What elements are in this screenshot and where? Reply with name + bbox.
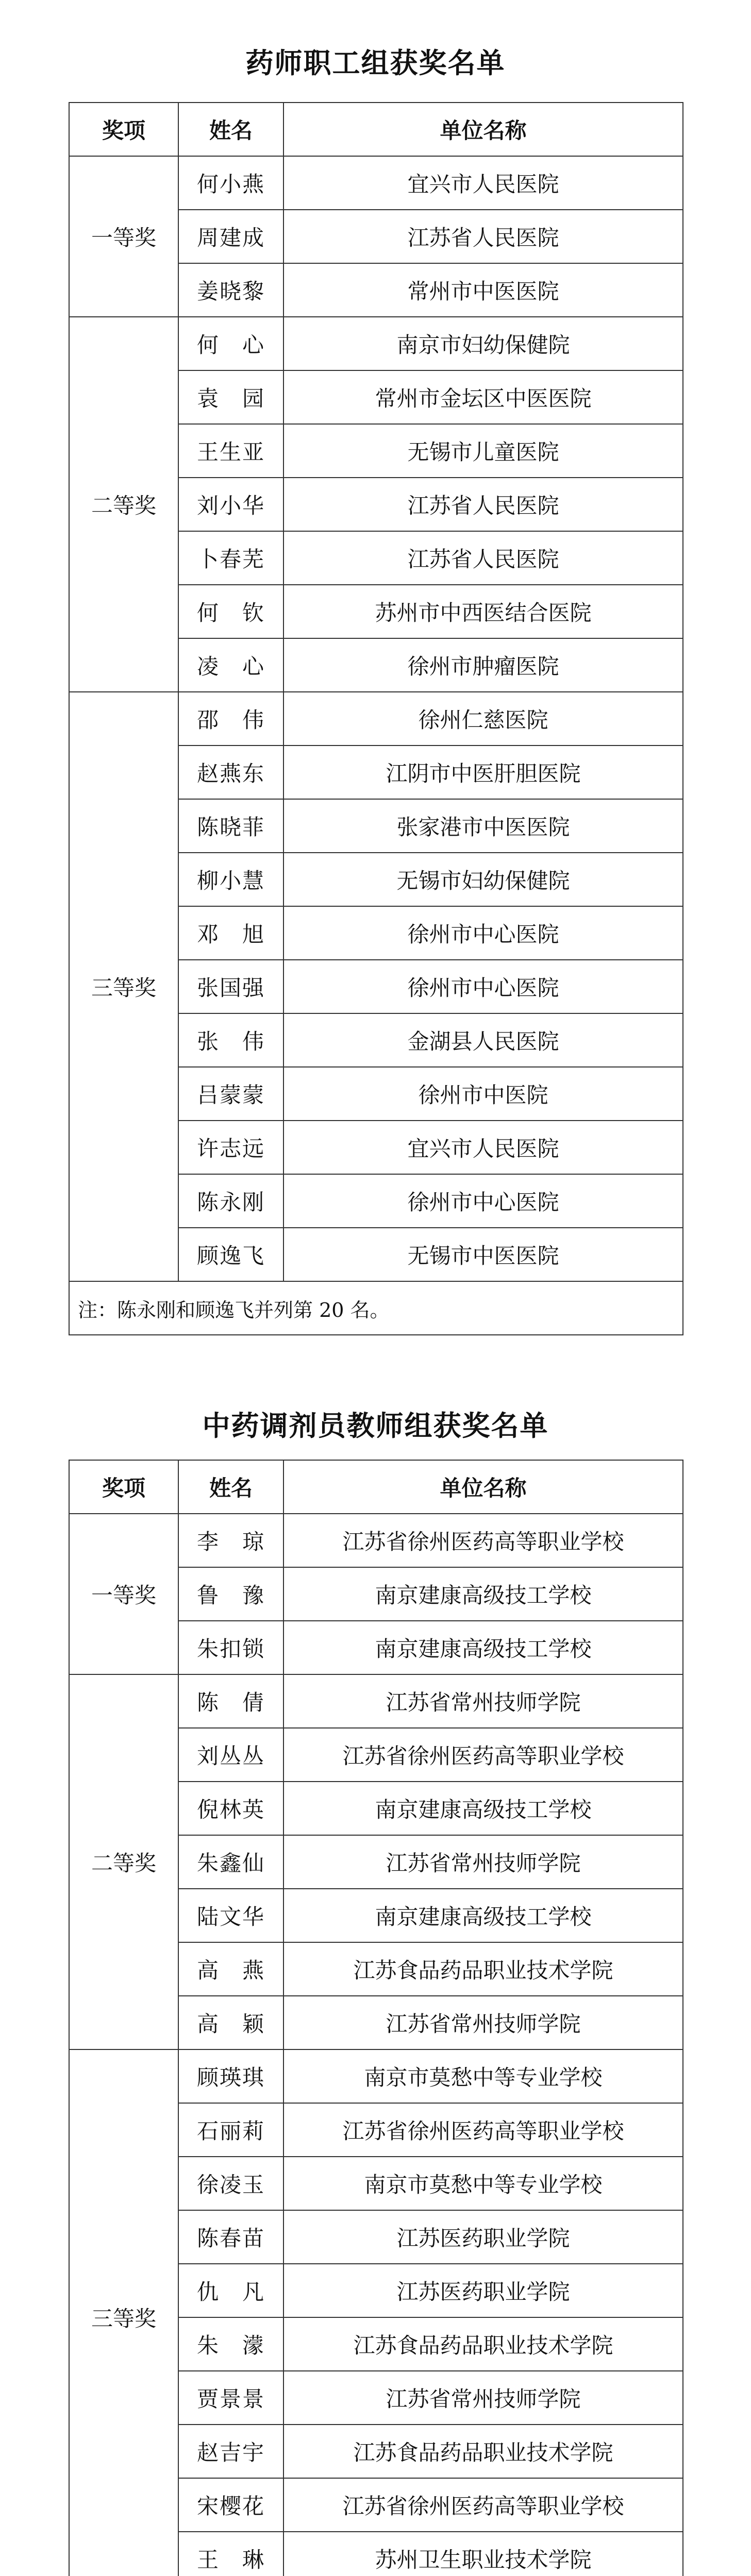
unit-name-cell: 江苏食品药品职业技术学院 xyxy=(283,1942,683,1996)
winner-name-cell: 朱鑫仙 xyxy=(178,1835,283,1889)
winner-name-cell: 袁 园 xyxy=(178,370,283,424)
unit-name-cell: 徐州市中医院 xyxy=(283,1067,683,1121)
unit-name-cell: 常州市中医医院 xyxy=(283,263,683,317)
unit-name-cell: 江苏省人民医院 xyxy=(283,531,683,585)
winner-name-cell: 邵 伟 xyxy=(178,692,283,745)
table1-title: 药师职工组获奖名单 xyxy=(245,46,506,79)
award-level-cell: 二等奖 xyxy=(69,317,178,692)
name-header: 姓名 xyxy=(178,1460,283,1514)
unit-name-cell: 无锡市中医医院 xyxy=(283,1228,683,1281)
unit-name-cell: 江苏省常州技师学院 xyxy=(283,2371,683,2425)
winner-name-cell: 吕蒙蒙 xyxy=(178,1067,283,1121)
unit-name-cell: 江苏省徐州医药高等职业学校 xyxy=(283,1728,683,1782)
unit-name-cell: 无锡市儿童医院 xyxy=(283,424,683,478)
winner-name-cell: 赵吉宇 xyxy=(178,2425,283,2478)
unit-name-cell: 江阴市中医肝胆医院 xyxy=(283,745,683,799)
winner-name-cell: 陈永刚 xyxy=(178,1174,283,1228)
winner-name-cell: 凌 心 xyxy=(178,638,283,692)
winner-name-cell: 陆文华 xyxy=(178,1889,283,1942)
winner-name-cell: 顾瑛琪 xyxy=(178,2049,283,2103)
table-note: 注：陈永刚和顾逸飞并列第 20 名。 xyxy=(69,1281,683,1335)
unit-name-cell: 徐州市中心医院 xyxy=(283,1174,683,1228)
unit-name-cell: 南京建康高级技工学校 xyxy=(283,1567,683,1621)
unit-name-cell: 江苏医药职业学院 xyxy=(283,2210,683,2264)
unit-name-cell: 南京建康高级技工学校 xyxy=(283,1621,683,1674)
unit-name-cell: 宜兴市人民医院 xyxy=(283,1121,683,1174)
unit-name-cell: 常州市金坛区中医医院 xyxy=(283,370,683,424)
unit-name-cell: 徐州市肿瘤医院 xyxy=(283,638,683,692)
winner-name-cell: 刘丛丛 xyxy=(178,1728,283,1782)
header-row xyxy=(69,103,683,156)
winner-name-cell: 朱 濛 xyxy=(178,2317,283,2371)
winner-name-cell: 李 琼 xyxy=(178,1514,283,1567)
table-row xyxy=(69,2049,683,2103)
unit-name-cell: 徐州市中心医院 xyxy=(283,906,683,960)
unit-name-cell: 江苏省常州技师学院 xyxy=(283,1674,683,1728)
unit-name-cell: 宜兴市人民医院 xyxy=(283,156,683,210)
winner-name-cell: 陈晓菲 xyxy=(178,799,283,853)
table-row xyxy=(69,317,683,370)
unit-name-cell: 江苏省常州技师学院 xyxy=(283,1996,683,2049)
winner-name-cell: 卜春芜 xyxy=(178,531,283,585)
winner-name-cell: 朱扣锁 xyxy=(178,1621,283,1674)
unit-name-cell: 徐州仁慈医院 xyxy=(283,692,683,745)
award-level-cell: 三等奖 xyxy=(69,2049,178,2576)
unit-name-cell: 江苏省徐州医药高等职业学校 xyxy=(283,1514,683,1567)
winner-name-cell: 石丽莉 xyxy=(178,2103,283,2157)
table-row xyxy=(69,692,683,745)
table-row xyxy=(69,156,683,210)
winner-name-cell: 何 心 xyxy=(178,317,283,370)
winner-name-cell: 周建成 xyxy=(178,210,283,263)
winner-name-cell: 何 钦 xyxy=(178,585,283,638)
unit-name-cell: 金湖县人民医院 xyxy=(283,1013,683,1067)
winner-name-cell: 张 伟 xyxy=(178,1013,283,1067)
winner-name-cell: 赵燕东 xyxy=(178,745,283,799)
award-level-cell: 三等奖 xyxy=(69,692,178,1281)
unit-name-cell: 南京市妇幼保健院 xyxy=(283,317,683,370)
unit-header: 单位名称 xyxy=(283,1460,683,1514)
winner-name-cell: 何小燕 xyxy=(178,156,283,210)
winner-name-cell: 邓 旭 xyxy=(178,906,283,960)
winner-name-cell: 鲁 豫 xyxy=(178,1567,283,1621)
unit-name-cell: 南京建康高级技工学校 xyxy=(283,1889,683,1942)
winner-name-cell: 王生亚 xyxy=(178,424,283,478)
award-level-cell: 一等奖 xyxy=(69,1514,178,1674)
winner-name-cell: 贾景景 xyxy=(178,2371,283,2425)
name-header: 姓名 xyxy=(178,103,283,156)
winner-name-cell: 刘小华 xyxy=(178,478,283,531)
winner-name-cell: 张国强 xyxy=(178,960,283,1013)
unit-name-cell: 苏州市中西医结合医院 xyxy=(283,585,683,638)
winner-name-cell: 倪林英 xyxy=(178,1782,283,1835)
award-header: 奖项 xyxy=(69,103,178,156)
unit-name-cell: 江苏省常州技师学院 xyxy=(283,1835,683,1889)
award-level-cell: 一等奖 xyxy=(69,156,178,317)
unit-name-cell: 南京市莫愁中等专业学校 xyxy=(283,2157,683,2210)
tcm-dispenser-award-table xyxy=(69,1460,683,2576)
unit-name-cell: 南京市莫愁中等专业学校 xyxy=(283,2049,683,2103)
pharmacist-award-table xyxy=(69,102,683,1335)
unit-name-cell: 苏州卫生职业技术学院 xyxy=(283,2532,683,2576)
table2-title: 中药调剂员教师组获奖名单 xyxy=(202,1409,549,1442)
winner-name-cell: 柳小慧 xyxy=(178,853,283,906)
table-row xyxy=(69,1674,683,1728)
unit-name-cell: 无锡市妇幼保健院 xyxy=(283,853,683,906)
unit-name-cell: 江苏食品药品职业技术学院 xyxy=(283,2317,683,2371)
unit-name-cell: 张家港市中医医院 xyxy=(283,799,683,853)
winner-name-cell: 徐凌玉 xyxy=(178,2157,283,2210)
unit-name-cell: 江苏省徐州医药高等职业学校 xyxy=(283,2478,683,2532)
unit-name-cell: 江苏省人民医院 xyxy=(283,478,683,531)
table-row xyxy=(69,1514,683,1567)
winner-name-cell: 陈春苗 xyxy=(178,2210,283,2264)
winner-name-cell: 王 琳 xyxy=(178,2532,283,2576)
winner-name-cell: 姜晓黎 xyxy=(178,263,283,317)
award-level-cell: 二等奖 xyxy=(69,1674,178,2049)
winner-name-cell: 高 颖 xyxy=(178,1996,283,2049)
unit-name-cell: 江苏医药职业学院 xyxy=(283,2264,683,2317)
winner-name-cell: 宋樱花 xyxy=(178,2478,283,2532)
winner-name-cell: 仇 凡 xyxy=(178,2264,283,2317)
winner-name-cell: 高 燕 xyxy=(178,1942,283,1996)
note-row xyxy=(69,1281,683,1335)
unit-name-cell: 江苏省徐州医药高等职业学校 xyxy=(283,2103,683,2157)
unit-header: 单位名称 xyxy=(283,103,683,156)
unit-name-cell: 南京建康高级技工学校 xyxy=(283,1782,683,1835)
unit-name-cell: 徐州市中心医院 xyxy=(283,960,683,1013)
award-header: 奖项 xyxy=(69,1460,178,1514)
winner-name-cell: 顾逸飞 xyxy=(178,1228,283,1281)
winner-name-cell: 陈 倩 xyxy=(178,1674,283,1728)
header-row xyxy=(69,1460,683,1514)
winner-name-cell: 许志远 xyxy=(178,1121,283,1174)
unit-name-cell: 江苏食品药品职业技术学院 xyxy=(283,2425,683,2478)
unit-name-cell: 江苏省人民医院 xyxy=(283,210,683,263)
